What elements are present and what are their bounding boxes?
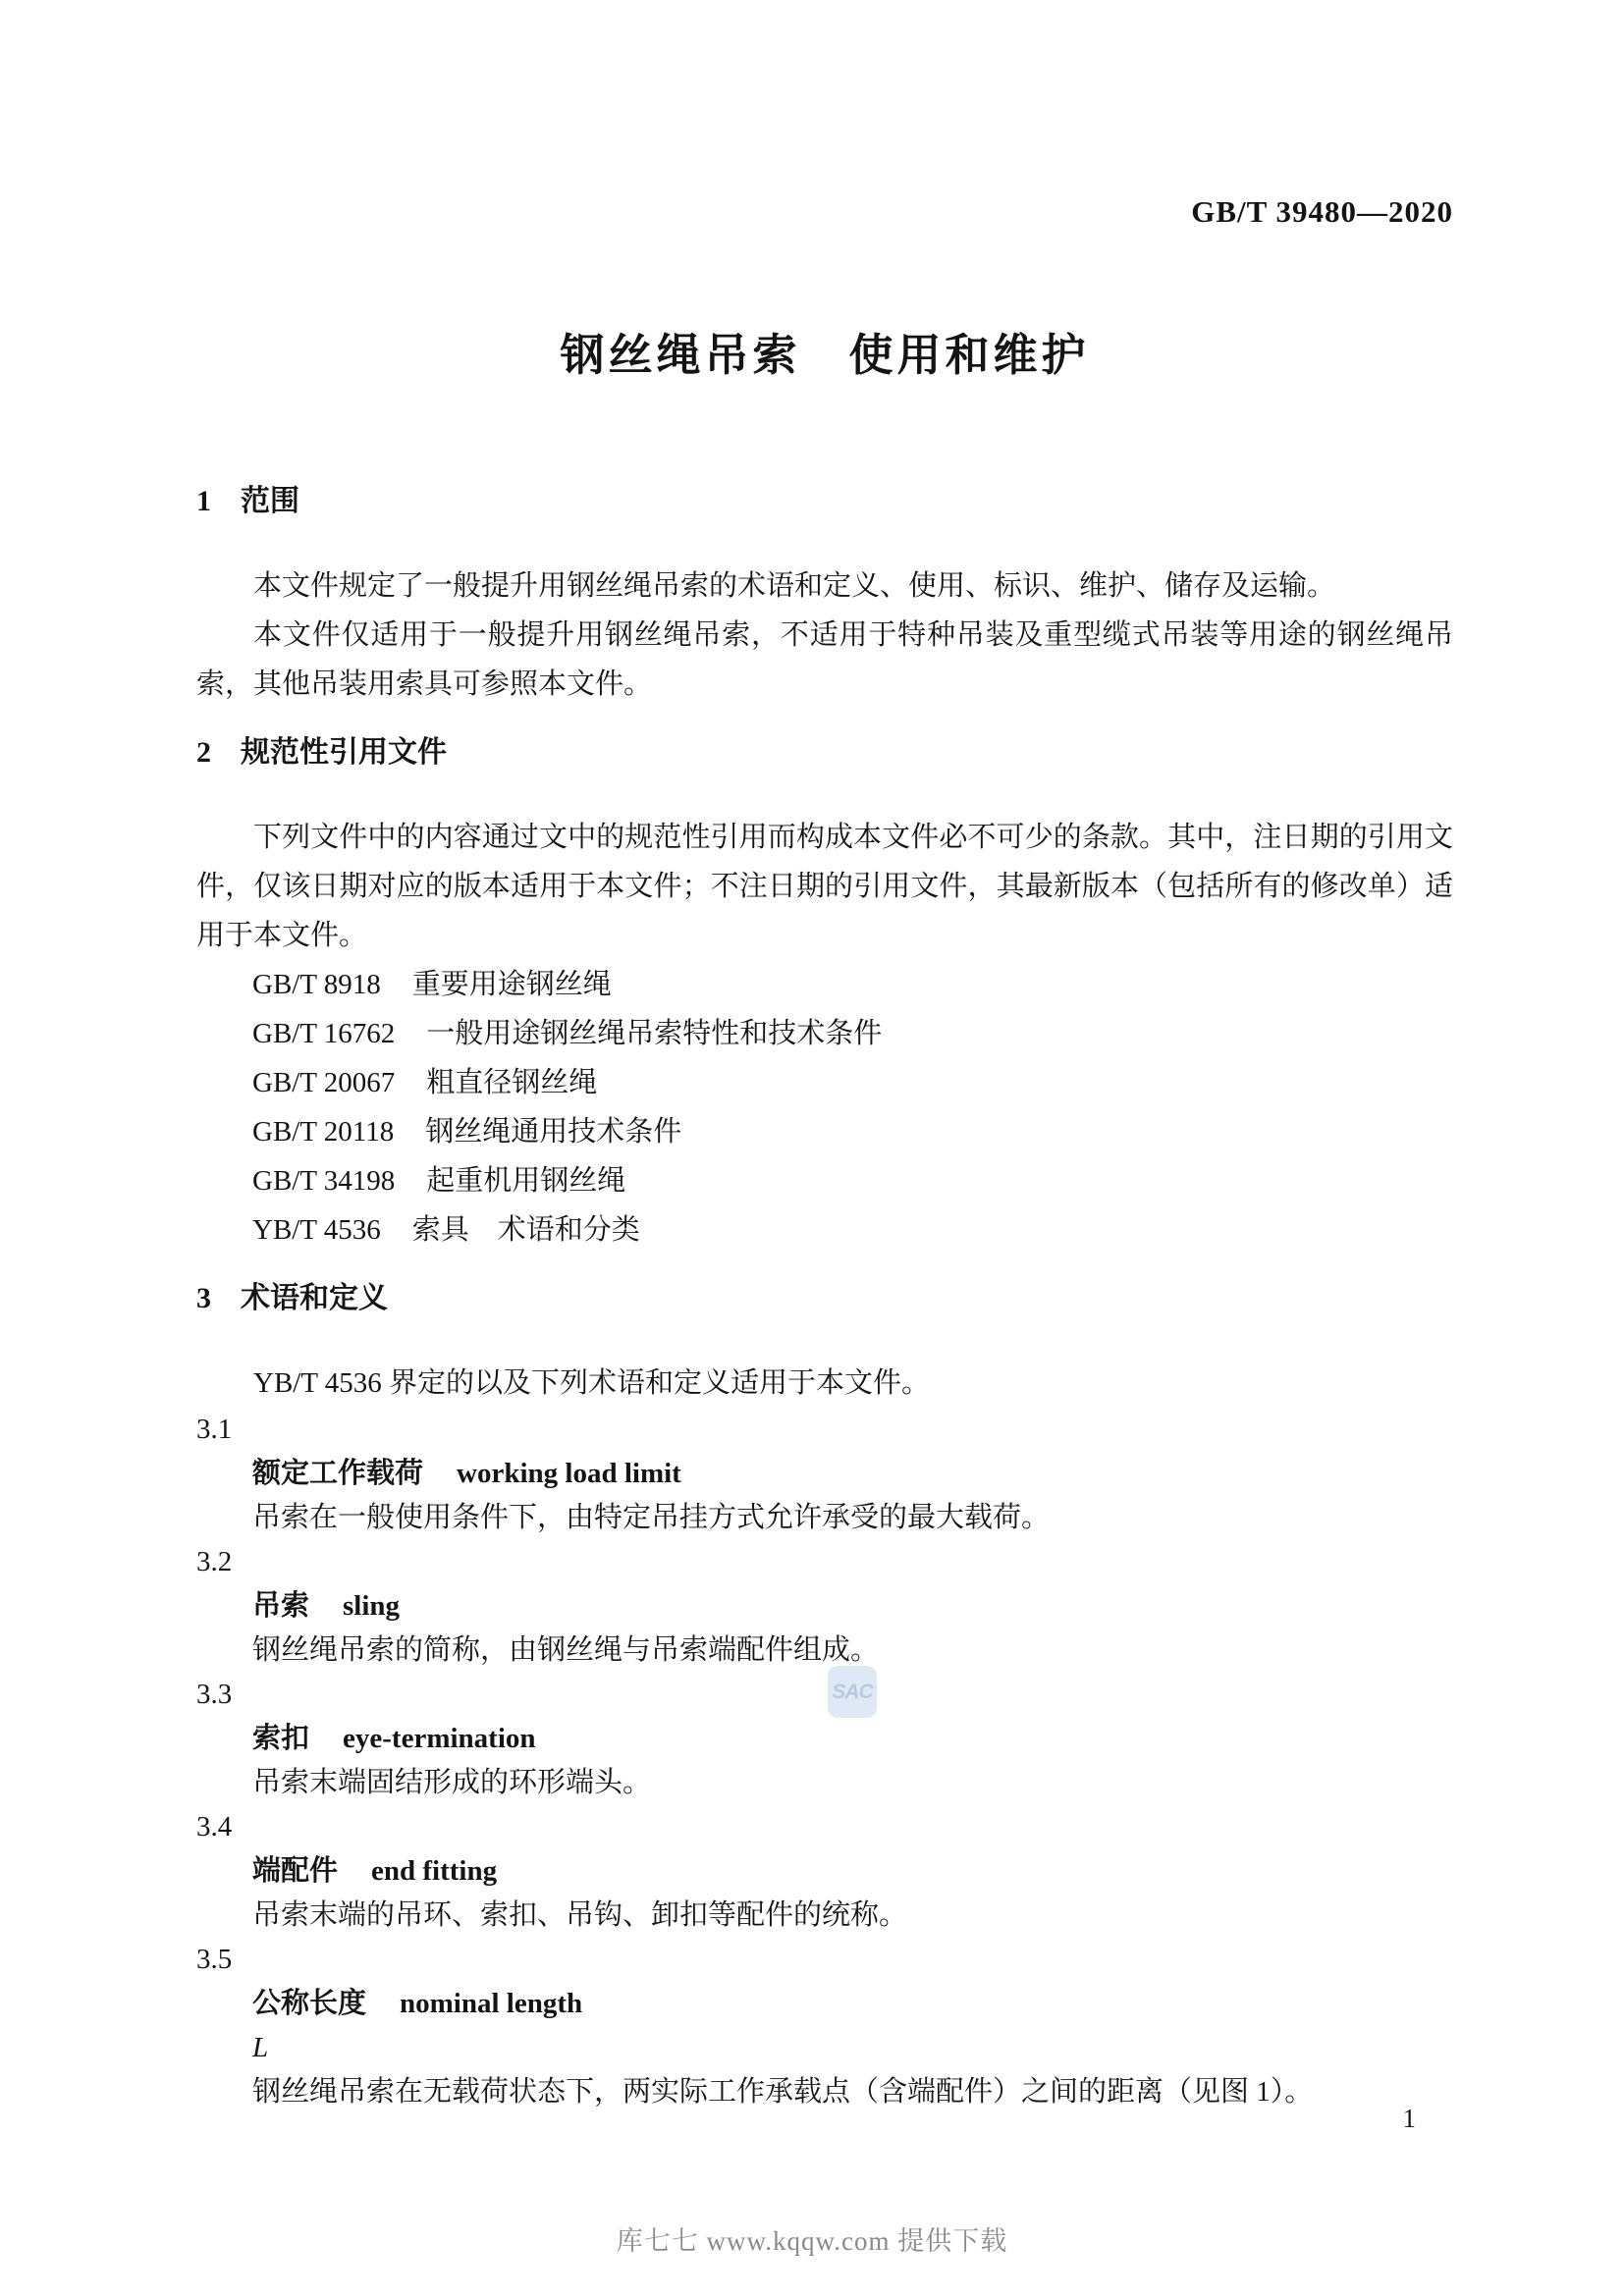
paragraph: 本文件仅适用于一般提升用钢丝绳吊索，不适用于特种吊装及重型缆式吊装等用途的钢丝绳吊索，其他吊装用索具可参照本文件。: [196, 619, 1453, 700]
term-definition: 吊索末端的吊环、索扣、吊钩、卸扣等配件的统称。: [252, 1899, 908, 1931]
section-number: 2: [196, 736, 211, 769]
terms-list: [196, 1408, 1453, 2114]
sac-watermark-label: SAC: [832, 1680, 873, 1703]
term-chinese: 公称长度: [252, 1988, 367, 2019]
paragraph: 本文件规定了一般提升用钢丝绳吊索的术语和定义、使用、标识、维护、储存及运输。: [253, 570, 1336, 602]
term-english: end fitting: [371, 1855, 498, 1887]
term-entry-3-5: [196, 1938, 1453, 2114]
reference-item: [196, 1009, 1453, 1058]
reference-item: [196, 1156, 1453, 1205]
term-entry-3-2: [196, 1540, 1453, 1673]
term-english: working load limit: [457, 1458, 681, 1489]
term-title: [196, 1717, 1453, 1761]
reference-code: GB/T 34198: [252, 1165, 396, 1197]
reference-code: GB/T 20067: [252, 1067, 396, 1098]
sac-logo-watermark: [828, 1666, 877, 1718]
reference-item: [196, 1107, 1453, 1156]
term-chinese: 端配件: [252, 1855, 339, 1887]
paragraph: YB/T 4536 界定的以及下列术语和定义适用于本文件。: [253, 1367, 931, 1399]
section-heading-text: 术语和定义: [241, 1282, 388, 1314]
reference-code: GB/T 16762: [252, 1018, 396, 1049]
section-heading-normative-references: [196, 738, 1453, 768]
reference-list: [196, 960, 1453, 1255]
term-title: [196, 1849, 1453, 1894]
term-english: sling: [343, 1590, 401, 1622]
paragraph: 下列文件中的内容通过文中的规范性引用而构成本文件必不可少的条款。其中，注日期的引用文件，仅该日期对应的版本适用于本文件；不注日期的引用文件，其最新版本（包括所有的修改单）适用于本文件。: [196, 822, 1453, 951]
term-number: 3.3: [196, 1679, 233, 1710]
term-title: [196, 1982, 1453, 2026]
term-symbol: L: [252, 2032, 269, 2063]
term-chinese: 索扣: [252, 1723, 310, 1754]
reference-item: [196, 960, 1453, 1009]
reference-title: 粗直径钢丝绳: [426, 1067, 598, 1098]
footer-download-note: 库七七 www.kqqw.com 提供下载: [616, 2226, 1008, 2256]
term-number: 3.2: [196, 1546, 233, 1577]
term-definition: 钢丝绳吊索的简称，由钢丝绳与吊索端配件组成。: [252, 1634, 880, 1666]
document-title: 钢丝绳吊索 使用和维护: [560, 330, 1090, 380]
term-chinese: 额定工作载荷: [252, 1458, 424, 1489]
term-chinese: 吊索: [252, 1590, 310, 1622]
section-heading-terms: [196, 1284, 1453, 1313]
reference-title: 索具 术语和分类: [411, 1214, 640, 1246]
reference-title: 一般用途钢丝绳吊索特性和技术条件: [426, 1018, 883, 1049]
section-scope: [196, 487, 1453, 709]
term-entry-3-3: [196, 1673, 1453, 1805]
term-definition: 钢丝绳吊索在无载荷状态下，两实际工作承载点（含端配件）之间的距离（见图 1）。: [252, 2076, 1314, 2108]
term-english: eye-termination: [343, 1723, 536, 1754]
section-number: 3: [196, 1282, 211, 1314]
term-english: nominal length: [400, 1988, 583, 2019]
term-definition: 吊索末端固结形成的环形端头。: [252, 1767, 652, 1798]
term-title: [196, 1452, 1453, 1496]
reference-code: GB/T 8918: [252, 969, 381, 1000]
reference-item: [196, 1058, 1453, 1107]
reference-code: GB/T 20118: [252, 1116, 395, 1148]
section-number: 1: [196, 485, 211, 517]
section-heading-scope: [196, 487, 1453, 516]
reference-title: 起重机用钢丝绳: [426, 1165, 626, 1197]
term-number: 3.4: [196, 1811, 233, 1842]
standard-code: GB/T 39480—2020: [1191, 194, 1453, 229]
reference-item: [196, 1205, 1453, 1255]
term-entry-3-4: [196, 1805, 1453, 1938]
section-heading-text: 规范性引用文件: [241, 736, 447, 769]
reference-title: 重要用途钢丝绳: [411, 969, 612, 1000]
page-number: 1: [1402, 2104, 1416, 2133]
section-heading-text: 范围: [241, 485, 299, 517]
page-content: [0, 196, 1624, 2114]
term-number: 3.5: [196, 1944, 233, 1975]
reference-title: 钢丝绳通用技术条件: [425, 1116, 682, 1148]
reference-code: YB/T 4536: [252, 1214, 381, 1246]
term-title: [196, 1584, 1453, 1629]
term-definition: 吊索在一般使用条件下，由特定吊挂方式允许承受的最大载荷。: [252, 1502, 1051, 1533]
section-normative-references: [196, 738, 1453, 1255]
term-entry-3-1: [196, 1408, 1453, 1540]
term-number: 3.1: [196, 1414, 233, 1445]
section-terms-and-definitions: [196, 1284, 1453, 2114]
